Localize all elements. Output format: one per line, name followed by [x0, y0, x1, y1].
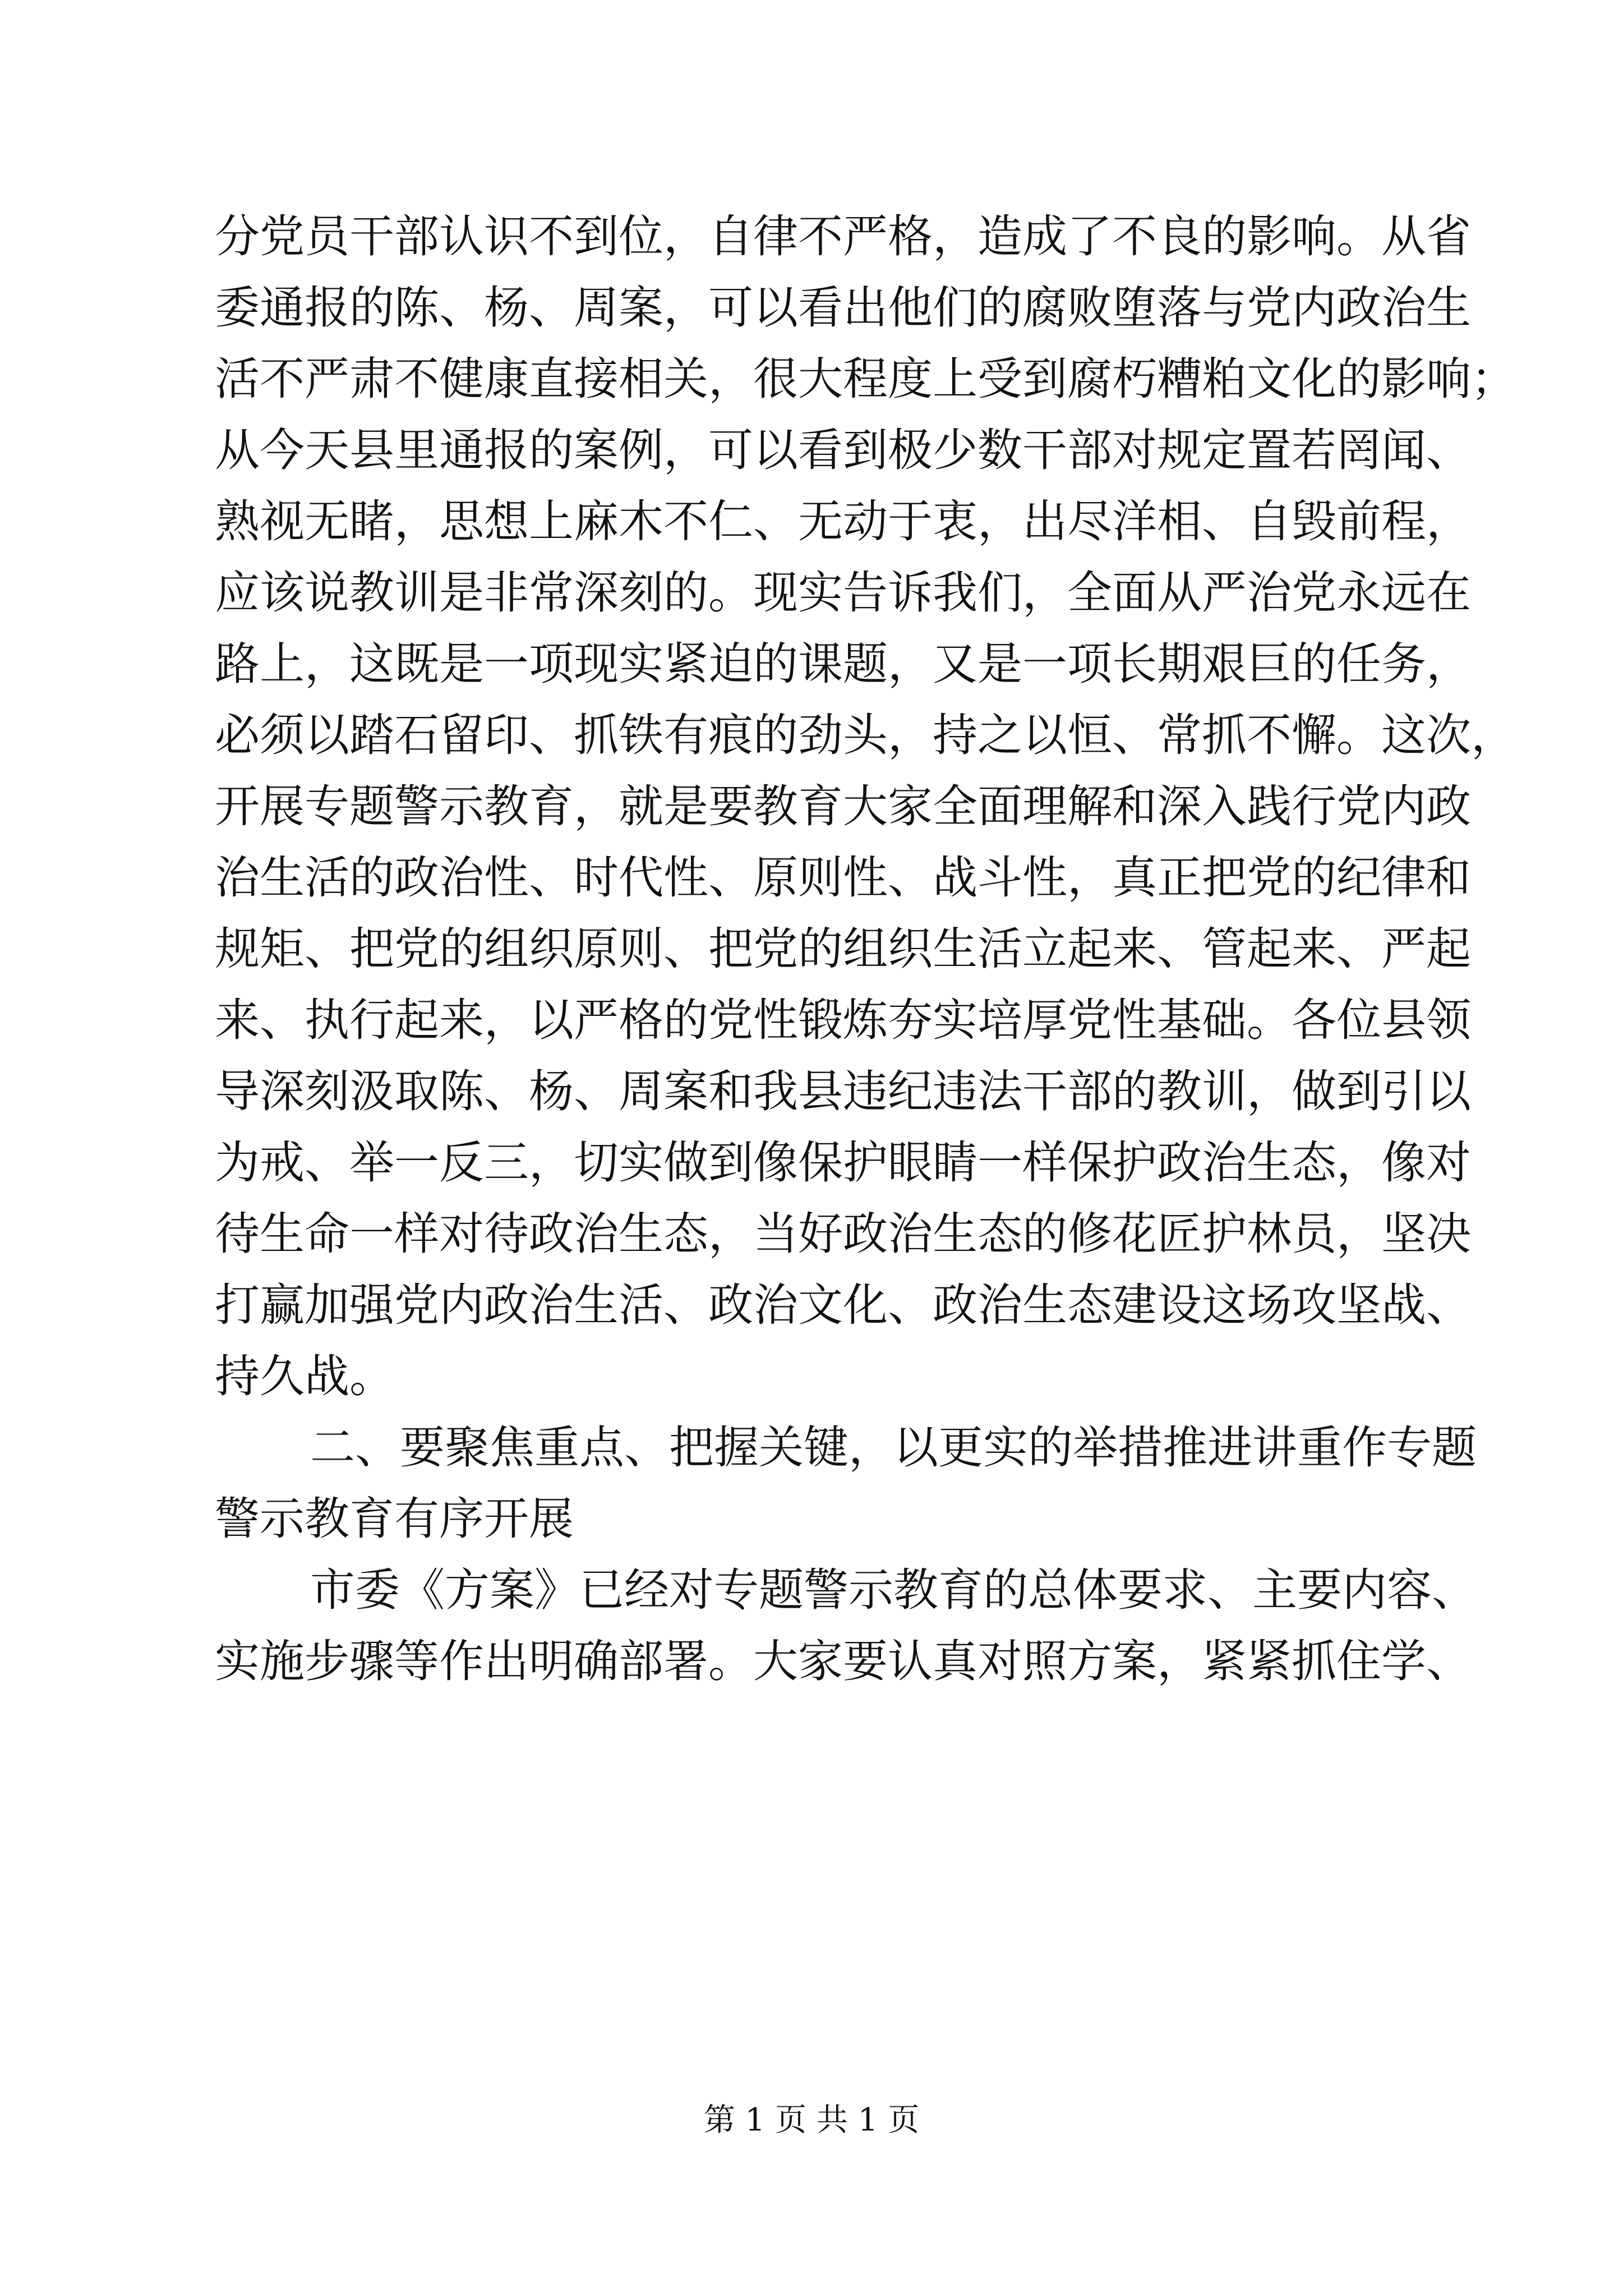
text-line: 导深刻汲取陈、杨、周案和我县违纪违法干部的教训，做到引以 — [215, 1065, 1471, 1117]
document-body — [215, 201, 1516, 1697]
text-line: 从今天县里通报的案例，可以看到极少数干部对规定置若罔闻、 — [215, 424, 1471, 476]
text-line: 应该说教训是非常深刻的。现实告诉我们，全面从严治党永远在 — [215, 567, 1471, 619]
text-line: 必须以踏石留印、抓铁有痕的劲头，持之以恒、常抓不懈。这次， — [215, 709, 1516, 761]
text-line: 活不严肃不健康直接相关，很大程度上受到腐朽糟粕文化的影响； — [215, 353, 1516, 405]
text-line: 治生活的政治性、时代性、原则性、战斗性，真正把党的纪律和 — [215, 852, 1471, 904]
text-line: 打赢加强党内政治生活、政治文化、政治生态建设这场攻坚战、 — [215, 1279, 1471, 1331]
text-line: 持久战。 — [215, 1350, 394, 1402]
text-line: 待生命一样对待政治生态，当好政治生态的修花匠护林员，坚决 — [215, 1208, 1471, 1260]
text-line: 来、执行起来，以严格的党性锻炼夯实培厚党性基础。各位县领 — [215, 994, 1471, 1046]
text-line: 分党员干部认识不到位，自律不严格，造成了不良的影响。从省 — [215, 210, 1471, 263]
text-line: 委通报的陈、杨、周案，可以看出他们的腐败堕落与党内政治生 — [215, 282, 1471, 334]
text-line: 实施步骤等作出明确部署。大家要认真对照方案，紧紧抓住学、 — [215, 1635, 1471, 1687]
text-line: 开展专题警示教育，就是要教育大家全面理解和深入践行党内政 — [215, 780, 1471, 832]
text-line: 市委《方案》已经对专题警示教育的总体要求、主要内容、 — [310, 1564, 1477, 1616]
text-line: 警示教育有序开展 — [215, 1493, 574, 1545]
text-line: 二、要聚焦重点、把握关键，以更实的举措推进讲重作专题 — [310, 1421, 1477, 1474]
page-footer: 第 1 页 共 1 页 — [703, 2102, 920, 2138]
text-line: 熟视无睹，思想上麻木不仁、无动于衷，出尽洋相、自毁前程， — [215, 495, 1471, 547]
text-line: 路上，这既是一项现实紧迫的课题，又是一项长期艰巨的任务， — [215, 638, 1471, 690]
text-line: 为戒、举一反三，切实做到像保护眼睛一样保护政治生态，像对 — [215, 1137, 1471, 1189]
text-line: 规矩、把党的组织原则、把党的组织生活立起来、管起来、严起 — [215, 923, 1471, 975]
